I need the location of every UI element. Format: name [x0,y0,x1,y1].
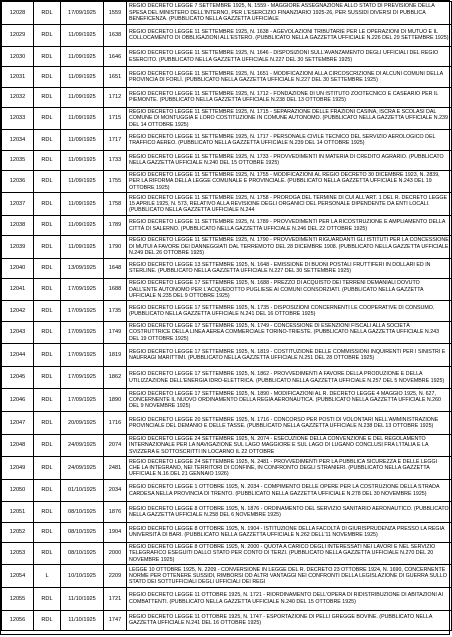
act-description: REGIO DECRETO LEGGE 17 SETTEMBRE 1925, N. 1890 - MODIFICAZIONI AL R. DECRETO LEGGE 4 MAGGIO 1925, N. 627, CONCERNENTE IL NUOVO ORDINAMENTO DELLA REGIA AERONAUTICA. (PUBBLICATO NELLA GAZZETTA UFFICIALE N.260 DEL 9 NOVEMBRE 1925) [127,389,452,412]
act-date: 11/09/1925 [61,193,104,216]
act-number: 1716 [104,412,127,435]
act-type: RDL [34,502,61,522]
table-row [2,193,452,216]
row-number: 12050 [2,479,34,502]
act-number: 1721 [104,587,127,610]
act-description: REGIO DECRETO LEGGE 11 SETTEMBRE 1925, N. 1715 - SEPARAZIONE DELLE FRAZIONI CASINA, ISCRA E SCOLASI DAL COMUNE DI MONTUGGIA E LORO COSTITUZIONE IN COMUNE AUTONOMO. (PUBBLICATO NELLA GAZZETTA UFFICIALE N.239 DEL 14 OTTOBRE 1925) [127,107,452,130]
act-type: RDL [34,87,61,107]
act-date: 11/10/1925 [61,587,104,610]
act-description: REGIO DECRETO LEGGE 11 SETTEMBRE 1925, N. 1790 - PROVVEDIMENTI RIGUARDANTI GLI ISTITUTI PER LA CONCESSIONE DI MUTUI A FAVORE DEI DANNEGGIATI DAL TERREMOTO DEL 28 DICEMBRE 1908. (PUBBLICATO NELLA GAZZETTA UFFICIALE N.249 DEL 26 OTTOBRE 1925) [127,236,452,259]
table-row [2,321,452,344]
act-description: REGIO DECRETO LEGGE 24 SETTEMBRE 1925, N. 2074 - ESECUZIONE DELLA CONVENZIONE E DEL REGOLAMENTO INTERNAZIONALE PER LA NAVIGAZIONE SUL LAGO MAGGIORE E SUL LAGO DI LUGANO CONCLUSI FRA L'ITALIA E LA SVIZZERA E SOTTOSCRITTI IN LOCARNO IL 22 OTTOBRE [127,434,452,457]
table-row [2,47,452,67]
act-type: RDL [34,2,61,25]
act-type: RDL [34,610,61,630]
act-date: 11/09/1925 [61,87,104,107]
act-description: REGIO DECRETO LEGGE 13 SETTEMBRE 1925, N. 1648 - EMISSIONE DI BUONI POSTALI FRUTTIFERI IN DOLLARI ED IN STERLINE. (PUBBLICATO NELLA GAZZETTA UFFICIALE N.227 DEL 30 SETTEMBRE 1925) [127,258,452,278]
act-number: 1890 [104,389,127,412]
row-number: 12056 [2,610,34,630]
row-number: 12054 [2,565,34,588]
row-number: 12039 [2,236,34,259]
row-number: 12030 [2,47,34,67]
act-date: 08/10/1925 [61,502,104,522]
act-type: RDL [34,366,61,389]
act-description: REGIO DECRETO LEGGE 11 SETTEMBRE 1925, N. 1733 - PROVVEDIMENTI IN MATERIA DI CREDITO AGRARIO. (PUBBLICATO NELLA GAZZETTA UFFICIALE N.240 DEL 15 OTTOBRE 1925) [127,150,452,170]
act-date: 11/09/1925 [61,24,104,47]
act-number: 1876 [104,502,127,522]
act-description: REGIO DECRETO LEGGE 17 SETTEMBRE 1925, N. 1688 - PREZZO DI ACQUISTO DEI TERRENI DEMANIALI DOVUTO DALL'ENTE AUTONOMO PER L'ACQUEDOTTO PUGLIESE AI COMUNI CONSORZIATI. (PUBBLICATO NELLA GAZZETTA UFFICIALE N.235 DEL 9 OTTOBRE 1925) [127,278,452,301]
act-description: REGIO DECRETO LEGGE 11 SETTEMBRE 1925, N. 1717 - PERSONALE CIVILE TECNICO DEL SERVIZIO AEROLOGICO DEL TRAFFICO AEREO. (PUBBLICATO NELLA GAZZETTA UFFICIALE N.239 DEL 14 OTTOBRE 1925) [127,130,452,150]
row-number: 12048 [2,434,34,457]
act-type: RDL [34,587,61,610]
act-description: REGIO DECRETO LEGGE 11 SETTEMBRE 1925, N. 1758 - PROROGA DEL TERMINE DI CUI ALL'ART. 1 DEL R. DECRETO LEGGE 15 APRILE 1925, N. 573, RELATIVO ALLA REVISIONE DEGLI ORGANICI DEL PERSONALE DIPENDENTE DA ENTI LOCALI. (PUBBLICATO NELLA GAZZETTA UFFICIALE N.244 [127,193,452,216]
act-date: 17/09/1925 [61,366,104,389]
table-row [2,542,452,565]
act-description: REGIO DECRETO LEGGE 11 SETTEMBRE 1925, N. 1755 - MODIFICAZIONI AL REGIO DECRETO 30 DICEMBRE 1923, N. 2839, PER LA RIFORMA DELLA LEGGE COMUNALE E PROVINCIALE. (PUBBLICATO NELLA GAZZETTA UFFICIALE N.243 DEL 19 OTTOBRE 1925) [127,170,452,193]
act-type: RDL [34,24,61,47]
act-date: 13/09/1925 [61,258,104,278]
table-row [2,107,452,130]
row-number: 12032 [2,87,34,107]
row-number: 12051 [2,502,34,522]
act-date: 10/10/1925 [61,565,104,588]
row-number: 12053 [2,542,34,565]
act-number: 1638 [104,24,127,47]
act-date: 11/09/1925 [61,170,104,193]
table-row [2,344,452,367]
row-number: 12049 [2,457,34,480]
act-number: 2000 [104,542,127,565]
act-description: REGIO DECRETO LEGGE 8 OTTOBRE 1925, N. 1876 - ORDINAMENTO DEL SERVIZIO SANITARIO AERONAUTICO. (PUBBLICATO NELLA GAZZETTA UFFICIALE N.258 DEL 6 NOVEMBRE 1925) [127,502,452,522]
table-row [2,366,452,389]
act-type: RDL [34,258,61,278]
act-type: RDL [34,542,61,565]
row-number: 12041 [2,278,34,301]
table-row [2,87,452,107]
act-number: 1648 [104,258,127,278]
act-number: 1646 [104,47,127,67]
act-date: 17/09/1925 [61,278,104,301]
act-date: 08/10/1925 [61,542,104,565]
act-date: 01/10/1925 [61,479,104,502]
act-date: 11/09/1925 [61,47,104,67]
act-description: REGIO DECRETO LEGGE 11 SETTEMBRE 1925, N. 1789 - PROVVEDIMENTI PER LA RICOSTRUZIONE E AMPLIAMENTO DELLA CITTÀ DI SALERNO. (PUBBLICATO NELLA GAZZETTA UFFICIALE N.246 DEL 22 OTTOBRE 1925) [127,215,452,235]
act-type: RDL [34,301,61,321]
row-number: 12034 [2,130,34,150]
row-number: 12036 [2,170,34,193]
act-type: RDL [34,479,61,502]
act-number: 2209 [104,565,127,588]
decree-table-body [2,2,452,631]
row-number: 12055 [2,587,34,610]
act-number: 1735 [104,301,127,321]
table-row [2,610,452,630]
row-number: 12029 [2,24,34,47]
row-number: 12028 [2,2,34,25]
table-row [2,479,452,502]
act-date: 11/09/1925 [61,130,104,150]
act-number: 1688 [104,278,127,301]
act-number: 1904 [104,522,127,542]
act-type: RDL [34,412,61,435]
act-date: 20/09/1925 [61,412,104,435]
act-date: 24/09/1925 [61,434,104,457]
table-row [2,301,452,321]
act-type: RDL [34,193,61,216]
act-description: REGIO DECRETO LEGGE 11 OTTOBRE 1925, N. 1747 - ESPORTAZIONE DI PELLI GREGGE BOVINE. (PUBBLICATO NELLA GAZZETTA UFFICIALE N.241 DEL 16 OTTOBRE 1925) [127,610,452,630]
act-description: REGIO DECRETO LEGGE 8 OTTOBRE 1925, N. 2000 - QUOTA A CARICO DEGLI INTERESSATI NEI LAVORI E NEL SERVIZIO TELEGRAFICO ESEGUITI DALLO STATO PER CONTO DI TERZI. (PUBBLICATO NELLA GAZZETTA UFFICIALE N.270 DEL 20 NOVEMBRE 1925) [127,542,452,565]
act-type: RDL [34,522,61,542]
act-number: 1790 [104,236,127,259]
table-row [2,2,452,25]
act-number: 1733 [104,150,127,170]
act-date: 17/09/1925 [61,389,104,412]
act-type: RDL [34,457,61,480]
act-type: RDL [34,344,61,367]
act-date: 11/10/1925 [61,610,104,630]
act-date: 17/09/1925 [61,2,104,25]
act-type: RDL [34,321,61,344]
table-row [2,565,452,588]
act-description: REGIO DECRETO LEGGE 11 OTTOBRE 1925, N. 1721 - RIORDINAMENTO DELL'OPERA DI RIDISTRIBUZIONE DI ABITAZIONI AI COMBATTENTI. (PUBBLICATO NELLA GAZZETTA UFFICIALE N.240 DEL 15 OTTOBRE 1925) [127,587,452,610]
act-date: 17/09/1925 [61,321,104,344]
table-row [2,502,452,522]
act-description: REGIO DECRETO LEGGE 1 OTTOBRE 1925, N. 2034 - COMPIMENTO DELLE OPERE PER LA COSTRUZIONE DELLA STRADA CARDESA NELLA PROVINCIA DI TRENTO. (PUBBLICATO NELLA GAZZETTA UFFICIALE N.278 DEL 30 NOVEMBRE 1925) [127,479,452,502]
table-row [2,434,452,457]
act-number: 2074 [104,434,127,457]
act-description: LEGGE 10 OTTOBRE 1925, N. 2209 - CONVERSIONE IN LEGGE DEL R. DECRETO 23 OTTOBRE 1924, N. 1690, CONCERNENTE NORME PER OTTENERE SUSSIDI, RIMBORSI OD ALTRI VANTAGGI NEI CONFRONTI DELLA LEGISLAZIONE DI GUERRA SULLO STATO DEI SOTTUFFICIALI DEGLI UFFICIALI DEI REGI [127,565,452,588]
act-description: REGIO DECRETO LEGGE 8 OTTOBRE 1925, N. 1904 - ISTITUZIONE DELLA FACOLTÀ DI GIURISPRUDENZA PRESSO LA REGIA UNIVERSITÀ DI BARI. (PUBBLICATO NELLA GAZZETTA UFFICIALE N.262 DELL'11 NOVEMBRE 1925) [127,522,452,542]
table-row [2,389,452,412]
act-description: REGIO DECRETO LEGGE 17 SETTEMBRE 1925, N. 1749 - CONCESSIONE DI ESENZIONI FISCALI ALLA SOCIETÀ COSTRUTTRICE DELLA LINEA AEREA COMMERCIALE TORINO-TRIESTE. (PUBBLICATO NELLA GAZZETTA UFFICIALE N.243 DEL 19 OTTOBRE 1925) [127,321,452,344]
act-date: 11/09/1925 [61,236,104,259]
act-type: RDL [34,130,61,150]
table-row [2,236,452,259]
act-description: REGIO DECRETO LEGGE 24 SETTEMBRE 1925, N. 2481 - PROVVEDIMENTI PER LA PUBBLICA SICUREZZA E DELLE LEGGI CHE LA INTEGRANO, NEI TERRITORI DI CONFINE, IN CONFRONTO DEGLI STRANIERI. (PUBBLICATO NELLA GAZZETTA UFFICIALE N.16 DEL 21 GENNAIO 1926) [127,457,452,480]
row-number: 12046 [2,389,34,412]
row-number: 12052 [2,522,34,542]
act-description: REGIO DECRETO LEGGE 11 SETTEMBRE 1925, N. 1712 - FONDAZIONE DI UN ISTITUTO ZOOTECNICO E CASEARIO PER IL PIEMONTE. (PUBBLICATO NELLA GAZZETTA UFFICIALE N.238 DEL 13 OTTOBRE 1925) [127,87,452,107]
table-row [2,278,452,301]
act-number: 1758 [104,193,127,216]
decree-table [1,1,452,631]
row-number: 12040 [2,258,34,278]
table-row [2,130,452,150]
row-number: 12047 [2,412,34,435]
act-number: 1789 [104,215,127,235]
act-type: RDL [34,236,61,259]
act-type: RDL [34,434,61,457]
act-number: 1749 [104,321,127,344]
table-row [2,67,452,87]
act-number: 1715 [104,107,127,130]
act-description: REGIO DECRETO LEGGE 11 SETTEMBRE 1925, N. 1651 - MODIFICAZIONI ALLA CIRCOSCRIZIONE DI ALCUNI COMUNI DELLA PROVINCIA DI FORLÌ. (PUBBLICATO NELLA GAZZETTA UFFICIALE N.227 DEL 30 SETTEMBRE 1925) [127,67,452,87]
table-row [2,24,452,47]
act-number: 1559 [104,2,127,25]
row-number: 12038 [2,215,34,235]
row-number: 12045 [2,366,34,389]
act-date: 17/09/1925 [61,301,104,321]
act-date: 11/09/1925 [61,67,104,87]
act-type: RDL [34,170,61,193]
act-type: RDL [34,67,61,87]
act-type: RDL [34,150,61,170]
row-number: 12044 [2,344,34,367]
act-description: REGIO DECRETO LEGGE 17 SETTEMBRE 1925, N. 1735 - DISPOSIZIONI CONCERNENTI LE COOPERATIVE DI CONSUMO. (PUBBLICATO NELLA GAZZETTA UFFICIALE N.241 DEL 16 OTTOBRE 1925) [127,301,452,321]
act-number: 1717 [104,130,127,150]
row-number: 12043 [2,321,34,344]
act-description: REGIO DECRETO LEGGE 17 SETTEMBRE 1925, N. 1862 - PROVVEDIMENTI A FAVORE DELLA PRODUZIONE E DELLA UTILIZZAZIONE DELL'ENERGIA IDRO-ELETTRICA. (PUBBLICATO NELLA GAZZETTA UFFICIALE N.257 DEL 5 NOVEMBRE 1925) [127,366,452,389]
table-row [2,258,452,278]
table-row [2,150,452,170]
act-date: 11/09/1925 [61,150,104,170]
act-number: 1755 [104,170,127,193]
act-date: 11/09/1925 [61,215,104,235]
act-number: 1819 [104,344,127,367]
act-description: REGIO DECRETO LEGGE 17 SETTEMBRE 1925, N. 1819 - COSTITUZIONE DELLE COMMISSIONI INQUIRENTI PER I SINISTRI E NAUFRAGI MARITTIMI. (PUBBLICATO NELLA GAZZETTA UFFICIALE N.251 DEL 28 OTTOBRE 1925) [127,344,452,367]
row-number: 12033 [2,107,34,130]
row-number: 12035 [2,150,34,170]
act-type: RDL [34,278,61,301]
act-description: REGIO DECRETO LEGGE 20 SETTEMBRE 1925, N. 1716 - CONCORSO PER POSTI DI VOLONTARI NELL'AMMINISTRAZIONE PROVINCIALE DEL DEMANIO E DELLE TASSE. (PUBBLICATO NELLA GAZZETTA UFFICIALE N.238 DEL 13 OTTOBRE 1925) [127,412,452,435]
act-date: 24/09/1925 [61,457,104,480]
act-number: 2481 [104,457,127,480]
act-date: 17/09/1925 [61,344,104,367]
table-row [2,412,452,435]
table-row [2,522,452,542]
act-number: 1862 [104,366,127,389]
row-number: 12031 [2,67,34,87]
act-type: RDL [34,389,61,412]
act-description: REGIO DECRETO LEGGE 11 SETTEMBRE 1925, N. 1638 - AGEVOLAZIONI TRIBUTARIE PER LE OPERAZIONI DI MUTUO E IL COLLOCAMENTO DI OBBLIGAZIONI ALL'ESTERO. (PUBBLICATO NELLA GAZZETTA UFFICIALE N.226 DEL 29 SETTEMBRE 1925) [127,24,452,47]
act-number: 1651 [104,67,127,87]
act-type: RDL [34,215,61,235]
act-type: RDL [34,47,61,67]
row-number: 12037 [2,193,34,216]
table-row [2,215,452,235]
act-description: REGIO DECRETO LEGGE 11 SETTEMBRE 1925, N. 1646 - DISPOSIZIONI SULL'AVANZAMENTO DEGLI UFFICIALI DEL REGIO ESERCITO. (PUBBLICATO NELLA GAZZETTA UFFICIALE N.227 DEL 30 SETTEMBRE 1925) [127,47,452,67]
act-number: 2034 [104,479,127,502]
act-description: REGIO DECRETO LEGGE 7 SETTEMBRE 1925, N. 1559 - MAGGIORE ASSEGNAZIONE ALLO STATO DI PREVISIONE DELLA SPESA DEL MINISTERO DELL'INTERNO, PER L'ESERCIZIO FINANZIARIO 1925-26, PER SUSSIDI DIVERSI DI PUBBLICA BENEFICENZA. (PUBBLICATO NELLA GAZZETTA UFFICIALE [127,2,452,25]
act-number: 1712 [104,87,127,107]
row-number: 12042 [2,301,34,321]
table-row [2,170,452,193]
act-date: 11/09/1925 [61,107,104,130]
act-number: 1747 [104,610,127,630]
act-date: 08/10/1925 [61,522,104,542]
table-row [2,587,452,610]
act-type: L [34,565,61,588]
act-type: RDL [34,107,61,130]
table-row [2,457,452,480]
